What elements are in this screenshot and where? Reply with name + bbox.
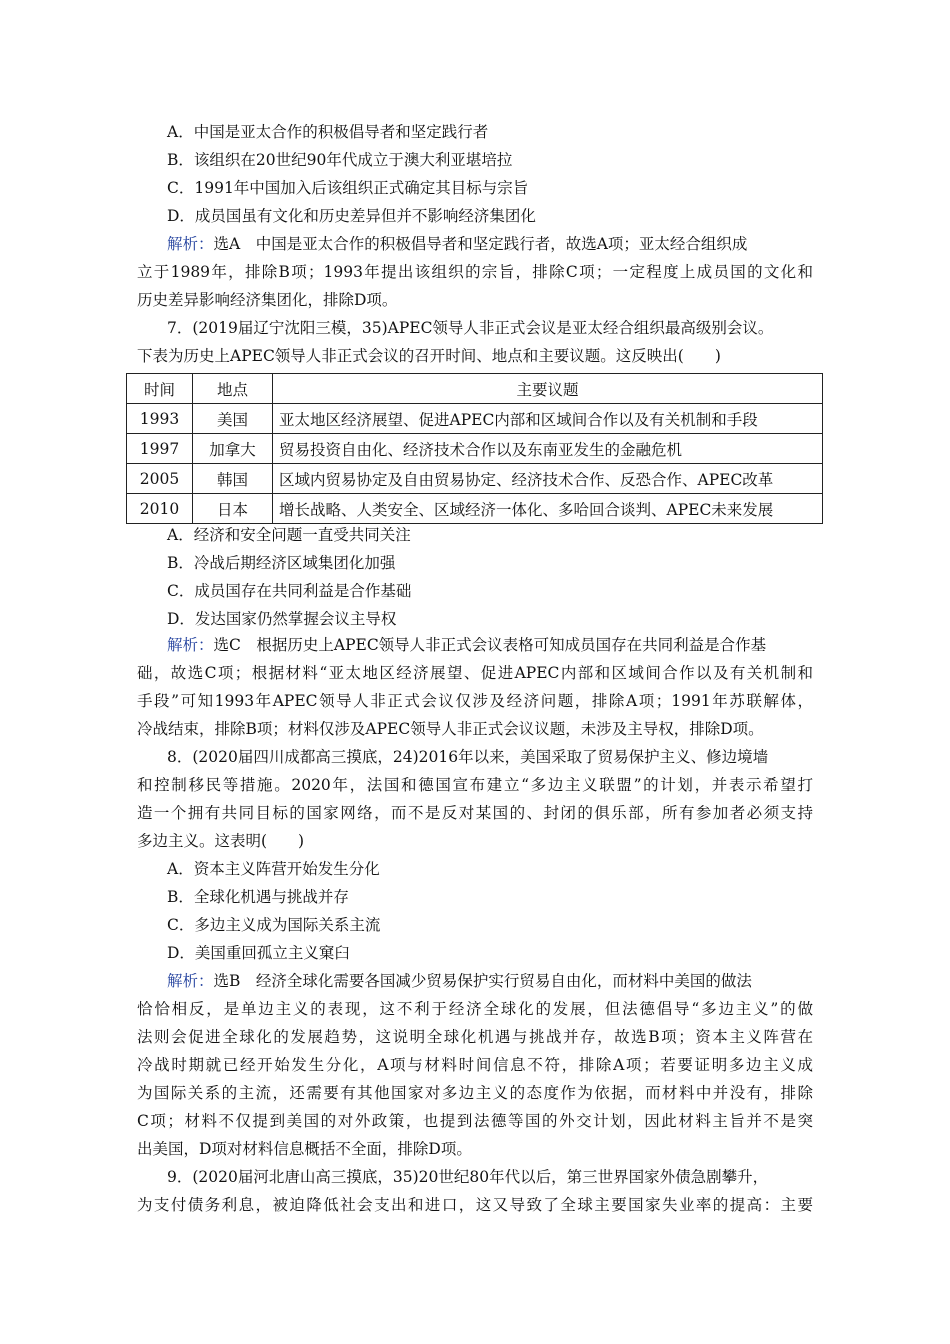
table-row <box>127 434 823 464</box>
q6-analysis-text-1: 选A 中国是亚太合作的积极倡导者和坚定践行者，故选A项；亚太经合组织成 <box>213 235 748 253</box>
q8-option-b: B．全球化机遇与挑战并存 <box>167 888 349 906</box>
cell-place: 日本 <box>193 494 273 524</box>
q7-table <box>126 373 823 524</box>
q6-option-b: B．该组织在20世纪90年代成立于澳大利亚堪培拉 <box>167 151 513 169</box>
q8-stem-line-3: 造一个拥有共同目标的国家网络，而不是反对某国的、封闭的俱乐部，所有参加者必须支持 <box>137 804 813 822</box>
q8-analysis-line-4: 冷战时期就已经开始发生分化，A项与材料时间信息不符，排除A项；若要证明多边主义成 <box>137 1056 813 1074</box>
table-row <box>127 404 823 434</box>
q7-option-b: B．冷战后期经济区域集团化加强 <box>167 554 396 572</box>
q8-option-a: A．资本主义阵营开始发生分化 <box>167 860 380 878</box>
cell-year: 1993 <box>127 404 193 434</box>
q6-analysis-line-2: 立于1989年，排除B项；1993年提出该组织的宗旨，排除C项；一定程度上成员国的文化和 <box>137 263 813 281</box>
q7-analysis-line-3: 手段”可知1993年APEC领导人非正式会议仅涉及经济问题，排除A项；1991年苏联解体， <box>137 692 813 710</box>
q7-stem-line-2: 下表为历史上APEC领导人非正式会议的召开时间、地点和主要议题。这反映出( ) <box>137 347 721 365</box>
cell-year: 1997 <box>127 434 193 464</box>
q8-analysis-line-2: 恰恰相反，是单边主义的表现，这不利于经济全球化的发展，但法德倡导“多边主义”的做 <box>137 1000 813 1018</box>
cell-topics: 贸易投资自由化、经济技术合作以及东南亚发生的金融危机 <box>273 434 823 464</box>
cell-year: 2010 <box>127 494 193 524</box>
cell-place: 美国 <box>193 404 273 434</box>
q8-stem-line-2: 和控制移民等措施。2020年，法国和德国宣布建立“多边主义联盟”的计划，并表示希望打 <box>137 776 813 794</box>
header-place: 地点 <box>193 374 273 404</box>
q6-analysis-line-3: 历史差异影响经济集团化，排除D项。 <box>137 291 398 309</box>
q6-option-d: D．成员国虽有文化和历史差异但并不影响经济集团化 <box>167 207 536 225</box>
q9-stem-line-2: 为支付债务利息，被迫降低社会支出和进口，这又导致了全球主要国家失业率的提高：主要 <box>137 1196 813 1214</box>
q8-stem-line-1: 8．(2020届四川成都高三摸底，24)2016年以来，美国采取了贸易保护主义、修边境墙 <box>167 748 769 766</box>
q7-analysis-label: 解析： <box>167 636 214 654</box>
q8-analysis-line-1 <box>167 971 752 991</box>
header-topics: 主要议题 <box>273 374 823 404</box>
table-row <box>127 494 823 524</box>
q7-analysis-line-1 <box>167 635 766 655</box>
q8-option-d: D．美国重回孤立主义窠臼 <box>167 944 350 962</box>
q7-option-d: D．发达国家仍然掌握会议主导权 <box>167 610 397 628</box>
q8-option-c: C．多边主义成为国际关系主流 <box>167 916 381 934</box>
cell-year: 2005 <box>127 464 193 494</box>
q8-analysis-line-7: 出美国，D项对材料信息概括不全面，排除D项。 <box>137 1140 472 1158</box>
q7-analysis-text-1: 选C 根据历史上APEC领导人非正式会议表格可知成员国存在共同利益是合作基 <box>213 636 767 654</box>
q8-analysis-line-3: 法则会促进全球化的发展趋势，这说明全球化机遇与挑战并存，故选B项；资本主义阵营在 <box>137 1028 813 1046</box>
q8-analysis-text-1: 选B 经济全球化需要各国减少贸易保护实行贸易自由化，而材料中美国的做法 <box>213 972 752 990</box>
q6-analysis-line-1 <box>167 234 747 254</box>
q8-stem-line-4: 多边主义。这表明( ) <box>137 832 305 850</box>
q8-analysis-line-5: 为国际关系的主流，还需要有其他国家对多边主义的态度作为依据，而材料中并没有，排除 <box>137 1084 813 1102</box>
cell-topics: 区域内贸易协定及自由贸易协定、经济技术合作、反恐合作、APEC改革 <box>273 464 823 494</box>
cell-place: 韩国 <box>193 464 273 494</box>
q7-option-a: A．经济和安全问题一直受共同关注 <box>167 526 411 544</box>
q7-stem-line-1: 7．(2019届辽宁沈阳三模，35)APEC领导人非正式会议是亚太经合组织最高级别会议。 <box>167 319 774 337</box>
q9-stem-line-1: 9．(2020届河北唐山高三摸底，35)20世纪80年代以后，第三世界国家外债急剧攀升， <box>167 1168 769 1186</box>
q8-analysis-label: 解析： <box>167 972 214 990</box>
q6-option-a: A．中国是亚太合作的积极倡导者和坚定践行者 <box>167 123 489 141</box>
table-row <box>127 464 823 494</box>
q8-analysis-line-6: C项；材料不仅提到美国的对外政策，也提到法德等国的外交计划，因此材料主旨并不是突 <box>137 1112 813 1130</box>
cell-topics: 亚太地区经济展望、促进APEC内部和区域间合作以及有关机制和手段 <box>273 404 823 434</box>
q6-option-c: C．1991年中国加入后该组织正式确定其目标与宗旨 <box>167 179 529 197</box>
q7-analysis-line-2: 础，故选C项；根据材料“亚太地区经济展望、促进APEC内部和区域间合作以及有关机制和 <box>137 664 813 682</box>
q7-option-c: C．成员国存在共同利益是合作基础 <box>167 582 412 600</box>
q7-analysis-line-4: 冷战结束，排除B项；材料仅涉及APEC领导人非正式会议议题，未涉及主导权，排除D项。 <box>137 720 764 738</box>
cell-place: 加拿大 <box>193 434 273 464</box>
header-time: 时间 <box>127 374 193 404</box>
cell-topics: 增长战略、人类安全、区域经济一体化、多哈回合谈判、APEC未来发展 <box>273 494 823 524</box>
q6-analysis-label: 解析： <box>167 235 214 253</box>
table-header-row <box>127 374 823 404</box>
